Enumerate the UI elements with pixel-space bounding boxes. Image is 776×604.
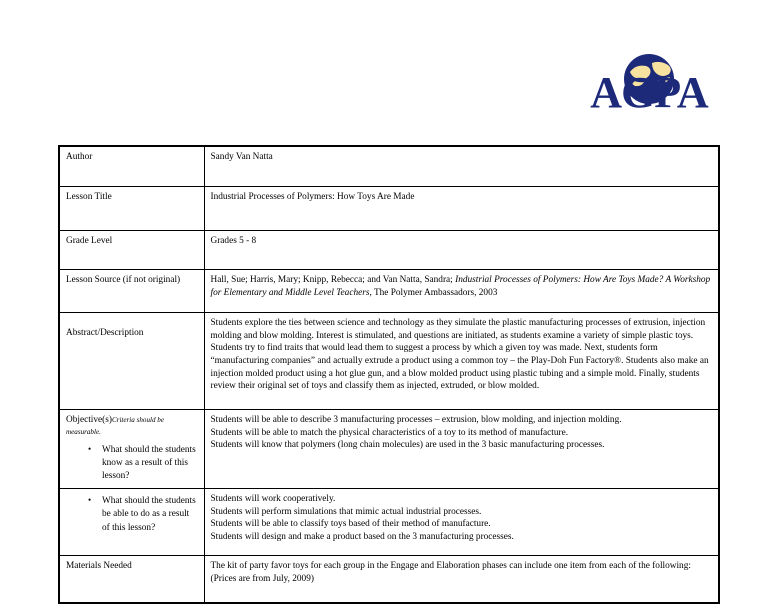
row-value-grade-level: Grades 5 - 8 bbox=[204, 231, 719, 270]
list-item: • What should the students know as a result of this lesson? bbox=[88, 444, 199, 484]
objective-line: Students will know that polymers (long chain molecules) are used in the 3 basic manufacturing processes. bbox=[210, 440, 605, 451]
table-row bbox=[59, 231, 719, 270]
citation-title: Industrial Processes of Polymers: How Are Toys Made? A Workshop for Elementary and Middle Level Teachers bbox=[210, 275, 711, 298]
svg-text:AGPA: AGPA bbox=[590, 68, 708, 114]
row-label-author: Author bbox=[59, 146, 204, 187]
table-row bbox=[59, 488, 719, 555]
table-row bbox=[59, 187, 719, 231]
row-value-abstract: Students explore the ties between science and technology as they simulate the plastic manufacturing processes of extrusion, injection molding and blow molding. Interest is stimulated, and questions are initiated, as students examine a variety of simple plastic toys. Students try to find traits that would lead them to suggest a process by which a given toy was made. Next, students form “manufacturing companies” and actually extrude a product using a common toy – the Play-Doh Fun Factory®. Students also make an injection molded product using a hot glue gun, and a blow molded product using plastic tubing and a simple mold. Finally, students review their original set of toys and classify them as injected, extruded, or blow molded. bbox=[204, 313, 719, 410]
objective-line: Students will perform simulations that mimic actual industrial processes. bbox=[210, 506, 482, 517]
table-row bbox=[59, 410, 719, 489]
row-value-objectives-know bbox=[204, 410, 719, 489]
table-row bbox=[59, 270, 719, 313]
row-value-objectives-do bbox=[204, 488, 719, 555]
table-row bbox=[59, 313, 719, 410]
row-value-lesson-title: Industrial Processes of Polymers: How Toys Are Made bbox=[204, 187, 719, 231]
objective-line: Students will be able to describe 3 manufacturing processes – extrusion, blow molding, and injection molding. bbox=[210, 415, 622, 425]
row-label-lesson-title: Lesson Title bbox=[59, 187, 204, 231]
lesson-plan-table bbox=[58, 145, 720, 604]
row-label-objectives: Objective(s)Criteria should be measurable. • What should the students know as a result of this lesson? bbox=[59, 410, 204, 489]
row-value-materials bbox=[204, 555, 719, 603]
row-label-lesson-source: Lesson Source (if not original) bbox=[59, 270, 204, 313]
objective-line: Students will work cooperatively. bbox=[210, 493, 336, 504]
agpa-logo-icon bbox=[578, 52, 720, 114]
agpa-logo bbox=[578, 52, 720, 114]
objective-line: Students will design and make a product based on the 3 manufacturing processes. bbox=[210, 531, 514, 542]
objectives-note: Criteria should be measurable. bbox=[66, 416, 164, 437]
objective-line: Students will be able to match the physical characteristics of a toy to its method of manufacture. bbox=[210, 427, 569, 438]
list-item: • What should the students be able to do as a result of this lesson? bbox=[88, 495, 199, 535]
row-value-author: Sandy Van Natta bbox=[204, 146, 719, 187]
row-label-objectives-do bbox=[59, 488, 204, 555]
citation-publisher: , The Polymer Ambassadors, 2003 bbox=[369, 287, 498, 298]
row-label-grade-level: Grade Level bbox=[59, 231, 204, 270]
citation-authors: Hall, Sue; Harris, Mary; Knipp, Rebecca; and Van Natta, Sandra; bbox=[210, 275, 456, 285]
row-label-abstract: Abstract/Description bbox=[59, 313, 204, 410]
objectives-do-bullet-list bbox=[66, 495, 199, 535]
materials-line: The kit of party favor toys for each group in the Engage and Elaboration phases can include one item from each of the following: bbox=[210, 560, 691, 571]
table-row bbox=[59, 555, 719, 603]
objectives-bullet-list bbox=[66, 444, 199, 484]
citation-text bbox=[211, 274, 714, 299]
table-row bbox=[59, 146, 719, 187]
objective-line: Students will be able to classify toys based of their method of manufacture. bbox=[210, 519, 491, 530]
materials-line: (Prices are from July, 2009) bbox=[210, 573, 314, 584]
row-value-lesson-source bbox=[204, 270, 719, 313]
row-label-materials: Materials Needed bbox=[59, 555, 204, 603]
